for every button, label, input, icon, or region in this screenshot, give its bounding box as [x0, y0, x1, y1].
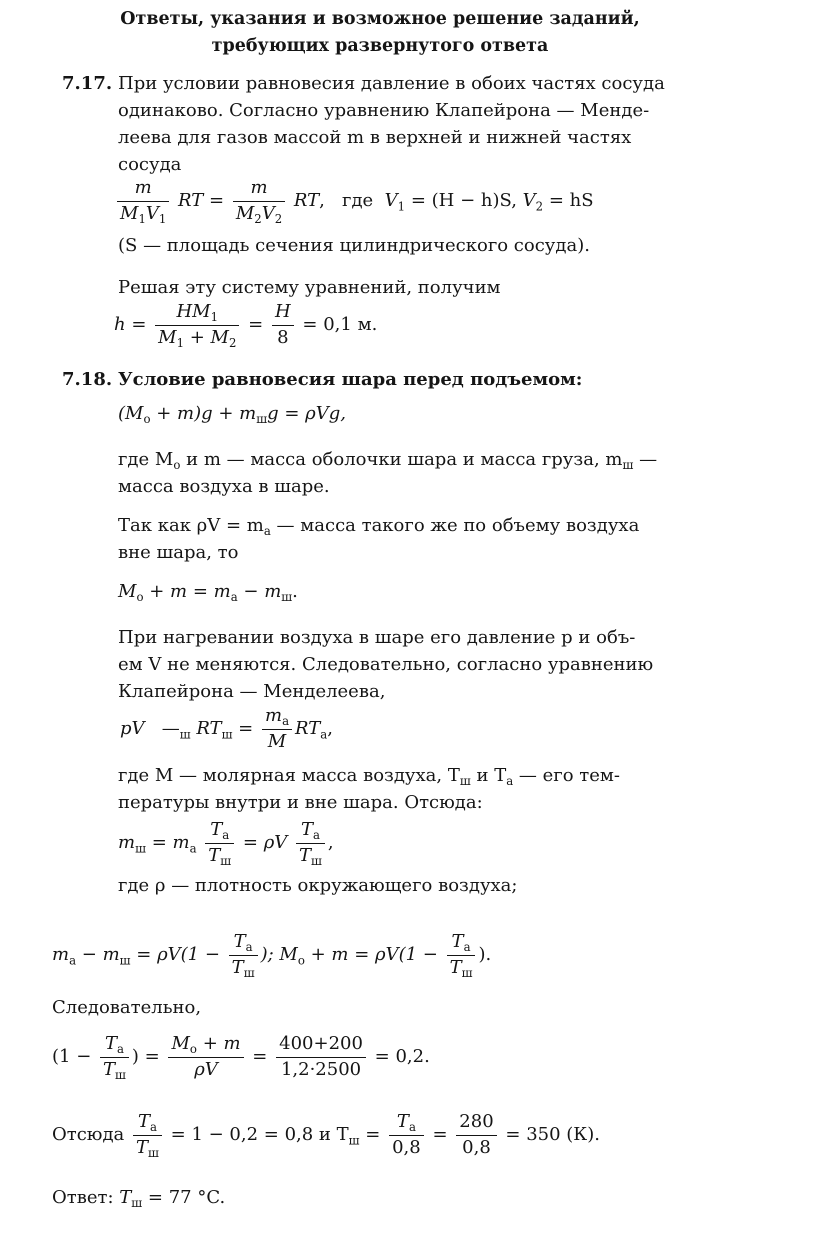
problem-717-text — [118, 70, 663, 178]
title-line-1: Ответы, указания и возможное решение заданий, — [120, 9, 640, 29]
p718-since: Так как $\rho V = m_а$ — масса такого же по объему воздуха вне шара, то — [118, 515, 640, 563]
p718-where-3: где ρ — плотность окружающего воздуха; — [118, 875, 518, 896]
equation-clapeyron-717: $\frac{m}{M_1V_1}$ RT = $\frac{m}{M_2V_2}$ RT, где $V_1 = (H - h)S$, $V_2$ = hS — [114, 178, 594, 224]
fraction-ta-tsh-6: $\frac{T_а}{T_ш}$ — [133, 1112, 162, 1158]
fraction-mass-rhov: $\frac{M_о + m}{\rho V}$ — [168, 1034, 243, 1080]
equation-msh: $m_ш = m_а$ $\frac{T_а}{T_ш}$ = ρV $\frac{T_а}{T_ш}$ , — [118, 819, 334, 868]
fraction-h-8: $\frac{H}{8}$ — [272, 302, 294, 348]
p717-solve — [118, 274, 663, 301]
equation-hence: Отсюда $\frac{T_а}{T_ш}$ = 1 − 0,2 = 0,8 и $T_ш$ = $\frac{T_а}{0,8}$ = $\frac{280}{0,8}$ = 350 (К). — [52, 1111, 600, 1160]
p718-intro — [118, 366, 663, 393]
p717-note — [118, 232, 663, 259]
p718-consequently: Следовательно, — [52, 997, 202, 1018]
fraction-280-08: $\frac{280}{0,8}$ — [456, 1112, 496, 1158]
p717-solve-text: Решая эту систему уравнений, получим — [118, 277, 501, 298]
title-line-2: требующих развернутого ответа — [211, 36, 549, 56]
section-title — [100, 6, 660, 60]
equation-big: $m_а - m_ш = \rho V(1$ − $\frac{T_а}{T_ш}$ ); $M_о + m = \rho V(1$ − $\frac{T_а}{T_ш}$ ). — [52, 931, 492, 980]
p717-line-1: При условии равновесия давление в обоих частях сосуда — [118, 73, 665, 94]
equation-ratio: (1 − $\frac{T_а}{T_ш}$ ) = $\frac{M_о + m}{\rho V}$ = $\frac{400+200}{1,2\cdot 2500}$ = 0,2. — [52, 1033, 430, 1082]
fraction-numeric: $\frac{400+200}{1,2\cdot 2500}$ — [276, 1034, 366, 1080]
fraction-ta-tsh-5: $\frac{T_а}{T_ш}$ — [100, 1034, 129, 1080]
fraction-ta-tsh-2: $\frac{T_а}{T_ш}$ — [296, 820, 325, 866]
fraction-ta-tsh-1: $\frac{T_а}{T_ш}$ — [205, 820, 234, 866]
problem-number-717: 7.17. — [62, 73, 113, 94]
fraction-ta-08: $\frac{T_а}{0,8}$ — [389, 1112, 424, 1158]
fraction-ta-tsh-3: $\frac{T_а}{T_ш}$ — [229, 932, 258, 978]
equation-h-result: h = $\frac{HM_1}{M_1 + M_2}$ = $\frac{H}{8}$ = 0,1 м. — [114, 301, 378, 350]
p718-intro-text: Условие равновесия шара перед подъемом: — [118, 369, 583, 390]
p717-line-2: одинаково. Согласно уравнению Клапейрона — Менде- — [118, 100, 650, 121]
problem-number-718: 7.18. — [62, 369, 113, 390]
fraction-hm1-sum: $\frac{HM_1}{M_1 + M_2}$ — [155, 302, 239, 348]
p717-line-3: леева для газов массой m в верхней и нижней частях — [118, 127, 632, 148]
fraction-m-m2v2: $\frac{m}{M_2V_2}$ — [233, 178, 285, 224]
fraction-ma-M: $\frac{m_а}{M}$ — [262, 706, 292, 752]
p718-where-1: где $M_о$ и m — масса оболочки шара и масса груза, $m_ш$ — масса воздуха в шаре. — [118, 449, 658, 497]
equation-balance: $(M_о + m)g + m_шg = \rho Vg$, — [118, 403, 346, 427]
equation-pv: pV $—_ш$ $RT_ш$ = $\frac{m_а}{M}$ $RT_а$, — [120, 705, 333, 752]
fraction-ta-tsh-4: $\frac{T_а}{T_ш}$ — [447, 932, 476, 978]
p718-heating: При нагревании воздуха в шаре его давление p и объ- ем V не меняются. Следовательно, согласно уравнению Клапейрона — Менделеева, — [118, 627, 654, 702]
fraction-m-m1v1: $\frac{m}{M_1V_1}$ — [117, 178, 169, 224]
p717-line-4: сосуда — [118, 154, 182, 175]
answer-line: Ответ: $T_ш = 77$ °C. — [52, 1187, 226, 1211]
equation-masses: $M_о + m = m_а - m_ш$. — [118, 581, 298, 605]
p717-note-text: (S — площадь сечения цилиндрического сосуда). — [118, 235, 590, 256]
p718-where-2: где M — молярная масса воздуха, $T_ш$ и $T_а$ — его тем- пературы внутри и вне шара. Отсюда: — [118, 765, 620, 813]
